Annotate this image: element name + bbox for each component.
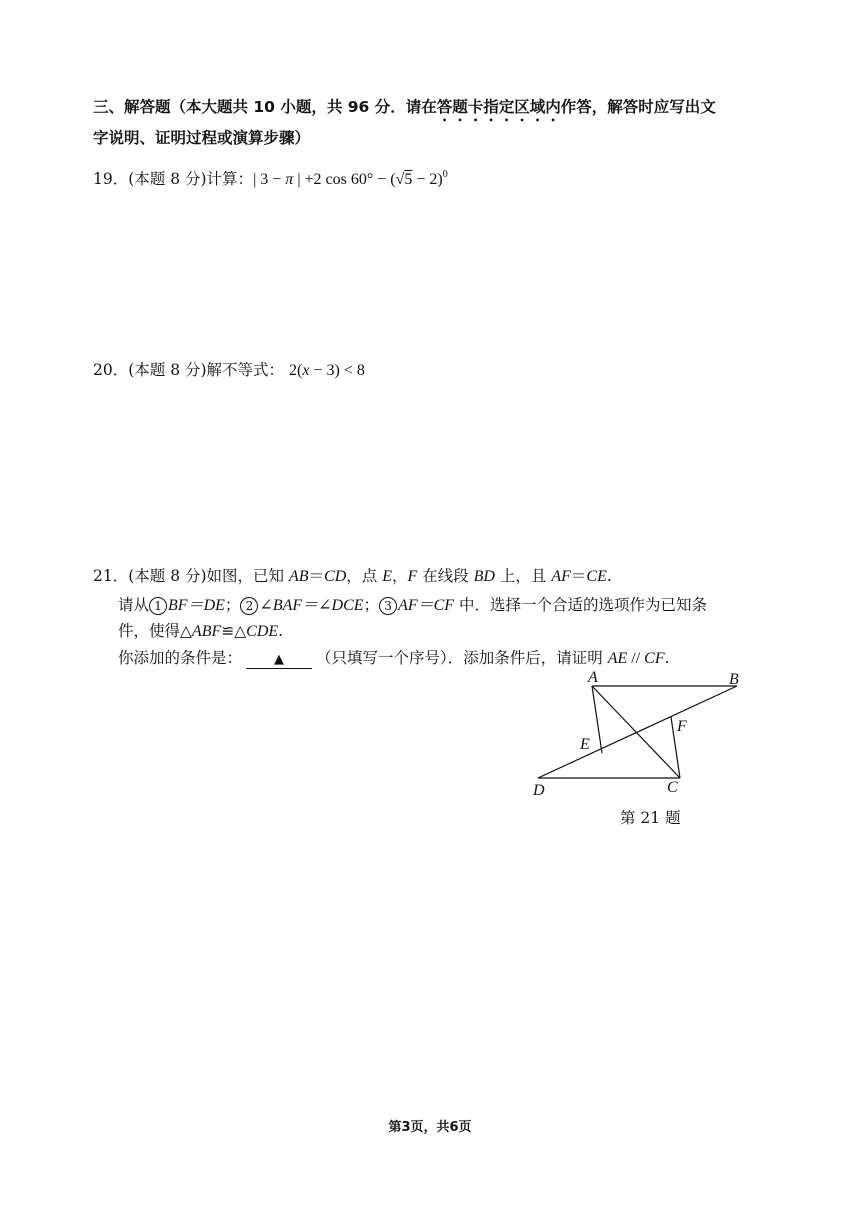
text: 件，使得△: [118, 622, 192, 640]
text: .: [606, 567, 612, 585]
sqrt-argument: 5: [404, 171, 413, 188]
text: 中．选择一个合适的选项作为已知条: [454, 596, 708, 614]
sqrt-symbol: √: [395, 171, 405, 188]
text: 请从: [118, 596, 150, 614]
variable-x: x: [302, 362, 310, 379]
question-points: (本题 8 分): [128, 361, 207, 379]
answer-blank: ▲: [246, 652, 312, 669]
option-2: ∠BAF＝∠DCE: [259, 597, 364, 614]
label-d: D: [533, 782, 545, 799]
text: ，点: [346, 567, 383, 585]
segment-name: CF: [644, 650, 665, 667]
point-name: E: [382, 568, 392, 585]
segment-name: CD: [324, 568, 347, 585]
question-number: 19．: [93, 170, 129, 188]
geometry-figure: [525, 668, 755, 828]
text: ，: [392, 567, 408, 585]
option-3-number: 3: [379, 597, 397, 615]
page-footer: 第3页，共6页: [388, 1120, 472, 1135]
label-b: B: [729, 671, 739, 688]
parallel-symbol: //: [627, 650, 645, 667]
text: 你添加的条件是：: [118, 649, 243, 667]
question-prompt: 解不等式：: [206, 361, 285, 379]
question-points: (本题 8 分): [128, 567, 207, 585]
text: （只填写一个序号）．添加条件后，请证明: [316, 649, 608, 667]
triangle-name: CDE: [246, 623, 279, 640]
segment-name: AF: [551, 568, 571, 585]
option-3: AF＝CF: [398, 597, 455, 614]
question-21-line-4: [118, 646, 670, 669]
expr-part: | 3 −: [253, 171, 286, 188]
text: .: [278, 622, 284, 640]
section-title-post: 作答，解答时应写出文: [560, 98, 716, 116]
text: ；: [363, 596, 380, 614]
segment-name: BD: [473, 568, 495, 585]
segment-name: AB: [288, 568, 309, 585]
option-1: BF＝DE: [168, 597, 225, 614]
figure-lines: [538, 686, 737, 778]
exponent: 0: [442, 169, 448, 180]
question-points: (本题 8 分): [128, 170, 207, 188]
label-e: E: [580, 736, 590, 753]
text: ；: [224, 596, 241, 614]
question-number: 21．: [93, 567, 129, 585]
text: 在线段: [417, 567, 474, 585]
section-title-pre: 三、解答题（本大题共 10 小题，共 96 分．请在: [93, 98, 437, 116]
text: ≌△: [221, 622, 247, 640]
pi-symbol: π: [285, 171, 294, 188]
option-2-number: 2: [240, 597, 258, 615]
point-name: F: [407, 568, 418, 585]
question-19: [93, 167, 448, 189]
expr-part: − 3) < 8: [309, 362, 365, 379]
section-title-emphasized: 答题卡指定区域内: [436, 98, 561, 116]
expr-part: 2(: [289, 362, 303, 379]
text: .: [664, 649, 670, 667]
label-f: F: [677, 718, 687, 735]
question-20: [93, 358, 365, 380]
question-21-line-2: [118, 592, 707, 615]
question-21-line-3: [118, 619, 283, 641]
segment-ac: [592, 686, 680, 778]
expr-part: − 2): [412, 171, 443, 188]
expr-part: | +2 cos 60° − (: [293, 171, 396, 188]
label-a: A: [588, 669, 598, 686]
text: 上，且: [494, 567, 552, 585]
text: ＝: [570, 567, 587, 585]
segment-name: AE: [607, 650, 628, 667]
section-title-line-1: [93, 95, 716, 125]
math-expression: [289, 362, 365, 379]
question-number: 20．: [93, 361, 129, 379]
question-prompt: 计算：: [206, 170, 254, 188]
text: ＝: [308, 567, 325, 585]
section-title-line-2: 字说明、证明过程或演算步骤）: [93, 129, 311, 147]
segment-bd: [538, 686, 737, 778]
figure-caption: 第 21 题: [620, 809, 681, 827]
option-1-number: 1: [149, 597, 167, 615]
label-c: C: [667, 779, 678, 796]
math-expression: [253, 171, 448, 188]
segment-name: CE: [586, 568, 607, 585]
segment-ae: [592, 686, 602, 753]
triangle-name: ABF: [191, 623, 222, 640]
question-21-line-1: [93, 564, 612, 586]
text: 如图，已知: [206, 567, 289, 585]
